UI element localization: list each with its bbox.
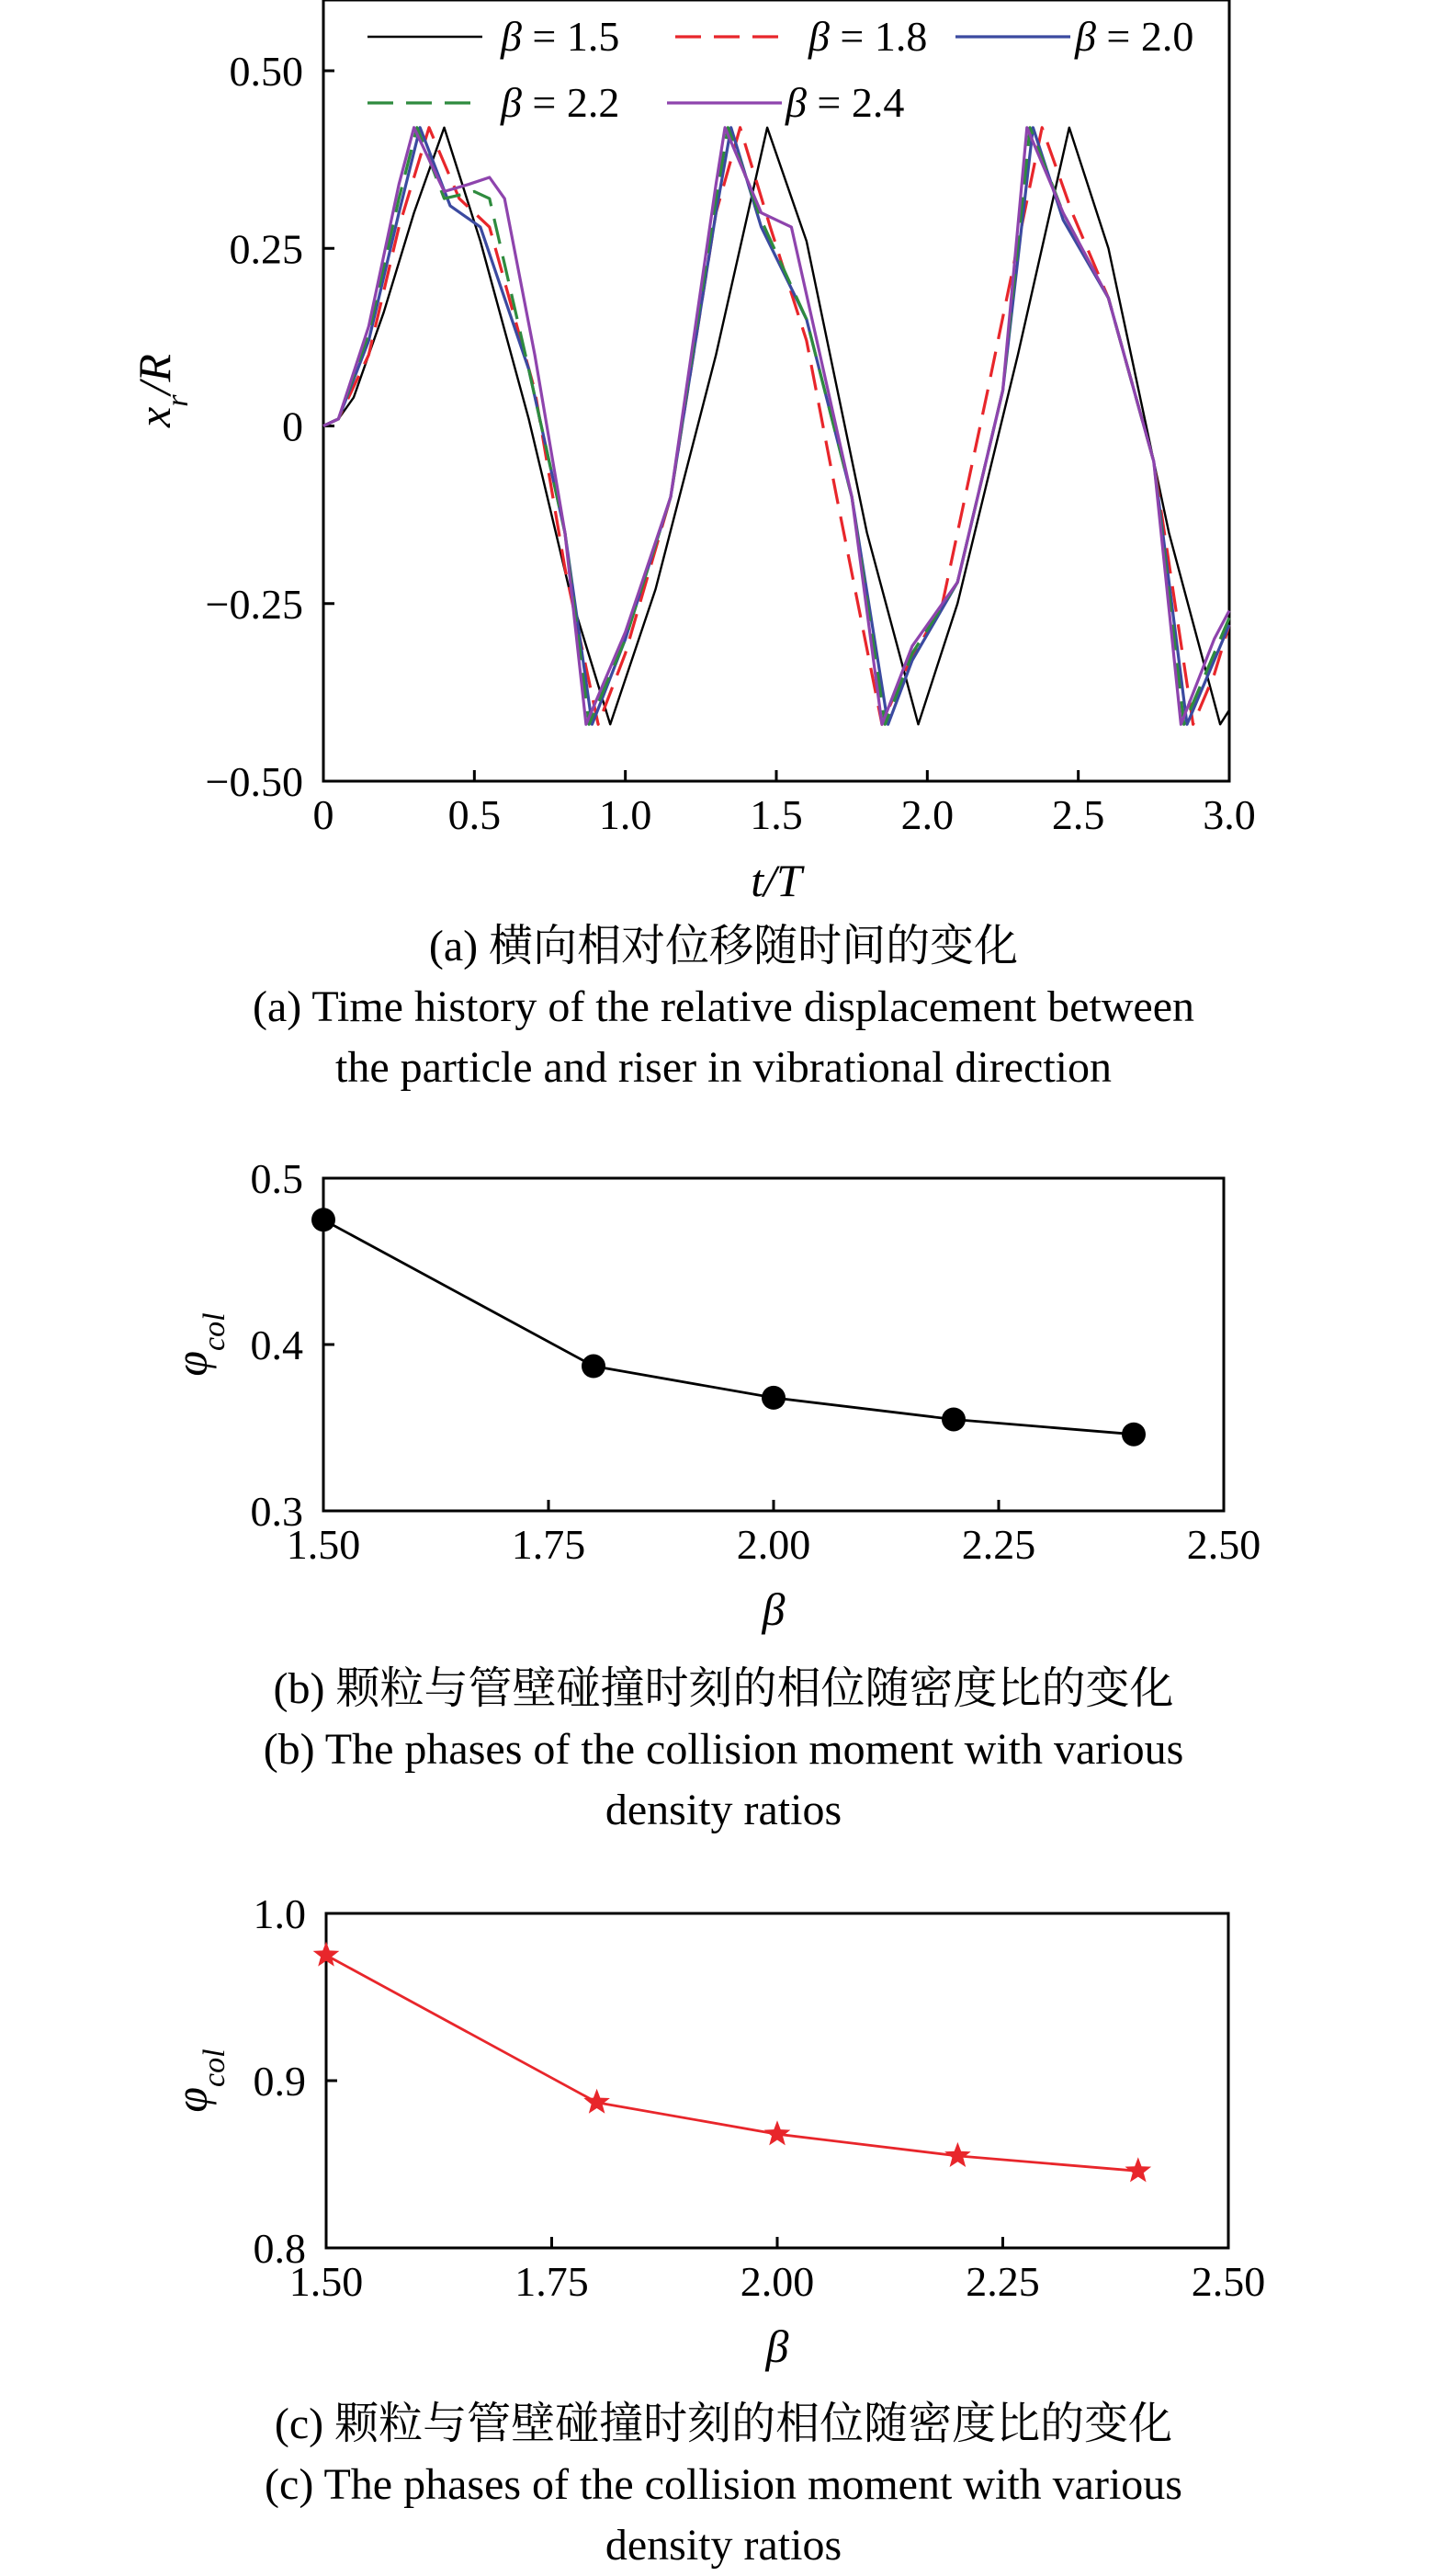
legend-value: = 2.4 <box>806 79 905 126</box>
chart-a-y-tick-label: 0.50 <box>229 48 303 95</box>
legend-value: = 1.8 <box>829 13 928 60</box>
chart-a-x-tick-label: 2.0 <box>900 791 955 838</box>
chart-b-series-line-0 <box>323 1220 1134 1434</box>
chart-b-x-axis-label: β <box>762 1583 786 1635</box>
chart-a-x-tick-label: 2.5 <box>1051 791 1105 838</box>
legend-beta-symbol: β <box>501 79 522 126</box>
chart-a-legend <box>367 13 1193 126</box>
legend-label-3 <box>500 79 619 126</box>
legend-value: = 2.0 <box>1095 13 1194 60</box>
chart-a-y-tick-label: 0.25 <box>229 225 303 273</box>
chart-c-data-point <box>944 2142 971 2167</box>
legend-beta-symbol: β <box>1075 13 1096 60</box>
chart-a-y-axis-label <box>129 354 195 428</box>
chart-b-data-point <box>942 1407 966 1431</box>
chart-a-plot-frame <box>323 0 1229 781</box>
caption-b-english-line-1: (b) The phases of the collision moment with various <box>263 1725 1184 1774</box>
chart-b-x-tick-label: 1.50 <box>286 1521 361 1568</box>
chart-a-x-axis-label: t/T <box>751 855 802 906</box>
chart-a-y-axis-label-subscript: r <box>160 394 195 407</box>
chart-a-y-ticks <box>206 48 334 805</box>
legend-beta-symbol: β <box>808 13 830 60</box>
chart-a-y-tick-label: 0 <box>282 403 303 450</box>
chart-b-y-axis-label-main: φ <box>165 1350 217 1377</box>
chart-b-x-tick-label: 2.50 <box>1186 1521 1261 1568</box>
legend-beta-symbol: β <box>786 79 807 126</box>
legend-label-1 <box>808 13 927 60</box>
caption-b-english-line-2: density ratios <box>605 1786 842 1834</box>
chart-a-series-line-3 <box>323 128 1229 724</box>
chart-b-data-point <box>582 1355 605 1379</box>
legend-label-2 <box>1074 13 1193 60</box>
legend-beta-symbol: β <box>501 13 522 60</box>
chart-a-series-line-1 <box>323 128 1229 724</box>
chart-b-x-tick-label: 1.75 <box>511 1521 586 1568</box>
chart-a-x-tick-label: 0.5 <box>447 791 502 838</box>
chart-a-y-axis-label-main: x <box>129 406 180 427</box>
caption-b-chinese: (b) 颗粒与管壁碰撞时刻的相位随密度比的变化 <box>273 1664 1174 1713</box>
chart-a-x-tick-label: 3.0 <box>1203 791 1256 838</box>
chart-c-x-tick-label: 2.25 <box>966 2258 1040 2305</box>
chart-b-data-point <box>311 1208 335 1231</box>
chart-b <box>165 1155 1260 1635</box>
caption-a-chinese: (a) 横向相对位移随时间的变化 <box>428 922 1019 970</box>
chart-c-x-tick-label: 2.00 <box>740 2258 815 2305</box>
caption-c-chinese: (c) 颗粒与管壁碰撞时刻的相位随密度比的变化 <box>274 2400 1173 2448</box>
chart-c-y-axis-label-main: φ <box>165 2086 217 2113</box>
chart-c-y-tick-label: 1.0 <box>253 1890 306 1937</box>
chart-b-y-tick-label: 0.3 <box>250 1488 303 1535</box>
chart-c-plot-frame <box>326 1913 1228 2248</box>
caption-c-english-line-2: density ratios <box>605 2521 842 2570</box>
chart-a <box>129 0 1256 906</box>
legend-label-0 <box>500 13 619 60</box>
chart-c-y-tick-label: 0.9 <box>253 2058 306 2105</box>
chart-b-y-tick-label: 0.5 <box>250 1155 303 1202</box>
chart-c-y-tick-label: 0.8 <box>253 2225 306 2272</box>
chart-a-series-line-4 <box>323 128 1229 724</box>
chart-b-series <box>311 1208 1146 1446</box>
chart-b-x-tick-label: 2.00 <box>736 1521 811 1568</box>
chart-b-y-axis-label-subscript: col <box>197 1312 232 1351</box>
caption-a-english-line-1: (a) Time history of the relative displacement between <box>252 982 1195 1031</box>
chart-c-series-line-0 <box>326 1956 1138 2172</box>
chart-c-y-axis-label-subscript: col <box>197 2048 232 2087</box>
chart-c-series <box>313 1942 1151 2183</box>
chart-a-x-tick-label: 1.5 <box>750 791 803 838</box>
chart-b-y-tick-label: 0.4 <box>250 1322 303 1368</box>
chart-c-x-tick-label: 2.50 <box>1191 2258 1266 2305</box>
chart-b-x-tick-label: 2.25 <box>961 1521 1036 1568</box>
chart-c-x-axis-label: β <box>765 2321 789 2372</box>
chart-c-data-point <box>1125 2157 1152 2182</box>
chart-b-y-axis-label <box>165 1312 232 1376</box>
legend-label-4 <box>785 79 904 126</box>
caption-c <box>0 2394 1447 2576</box>
chart-a-y-tick-label: −0.50 <box>205 758 303 805</box>
chart-c <box>165 1890 1265 2372</box>
caption-b <box>0 1659 1447 1841</box>
chart-c-data-point <box>764 2120 791 2145</box>
chart-a-series-line-0 <box>323 128 1229 724</box>
chart-a-y-axis-label-tail: /R <box>129 354 180 395</box>
chart-a-x-tick-label: 0 <box>312 791 334 838</box>
legend-value: = 1.5 <box>521 13 620 60</box>
caption-a-english-line-2: the particle and riser in vibrational direction <box>334 1043 1112 1092</box>
chart-c-data-point <box>583 2089 610 2114</box>
chart-c-x-tick-label: 1.75 <box>514 2258 589 2305</box>
chart-a-series-line-2 <box>323 128 1229 724</box>
chart-a-series <box>323 128 1229 724</box>
caption-c-english-line-1: (c) The phases of the collision moment with various <box>265 2460 1182 2509</box>
chart-c-x-tick-label: 1.50 <box>288 2258 364 2305</box>
chart-a-x-tick-label: 1.0 <box>598 791 652 838</box>
chart-c-y-axis-label <box>165 2048 232 2112</box>
caption-a <box>0 916 1447 1098</box>
chart-a-y-tick-label: −0.25 <box>205 580 303 628</box>
chart-b-data-point <box>762 1386 786 1410</box>
chart-b-plot-frame <box>323 1178 1224 1511</box>
legend-value: = 2.2 <box>521 79 620 126</box>
chart-b-data-point <box>1122 1423 1146 1447</box>
